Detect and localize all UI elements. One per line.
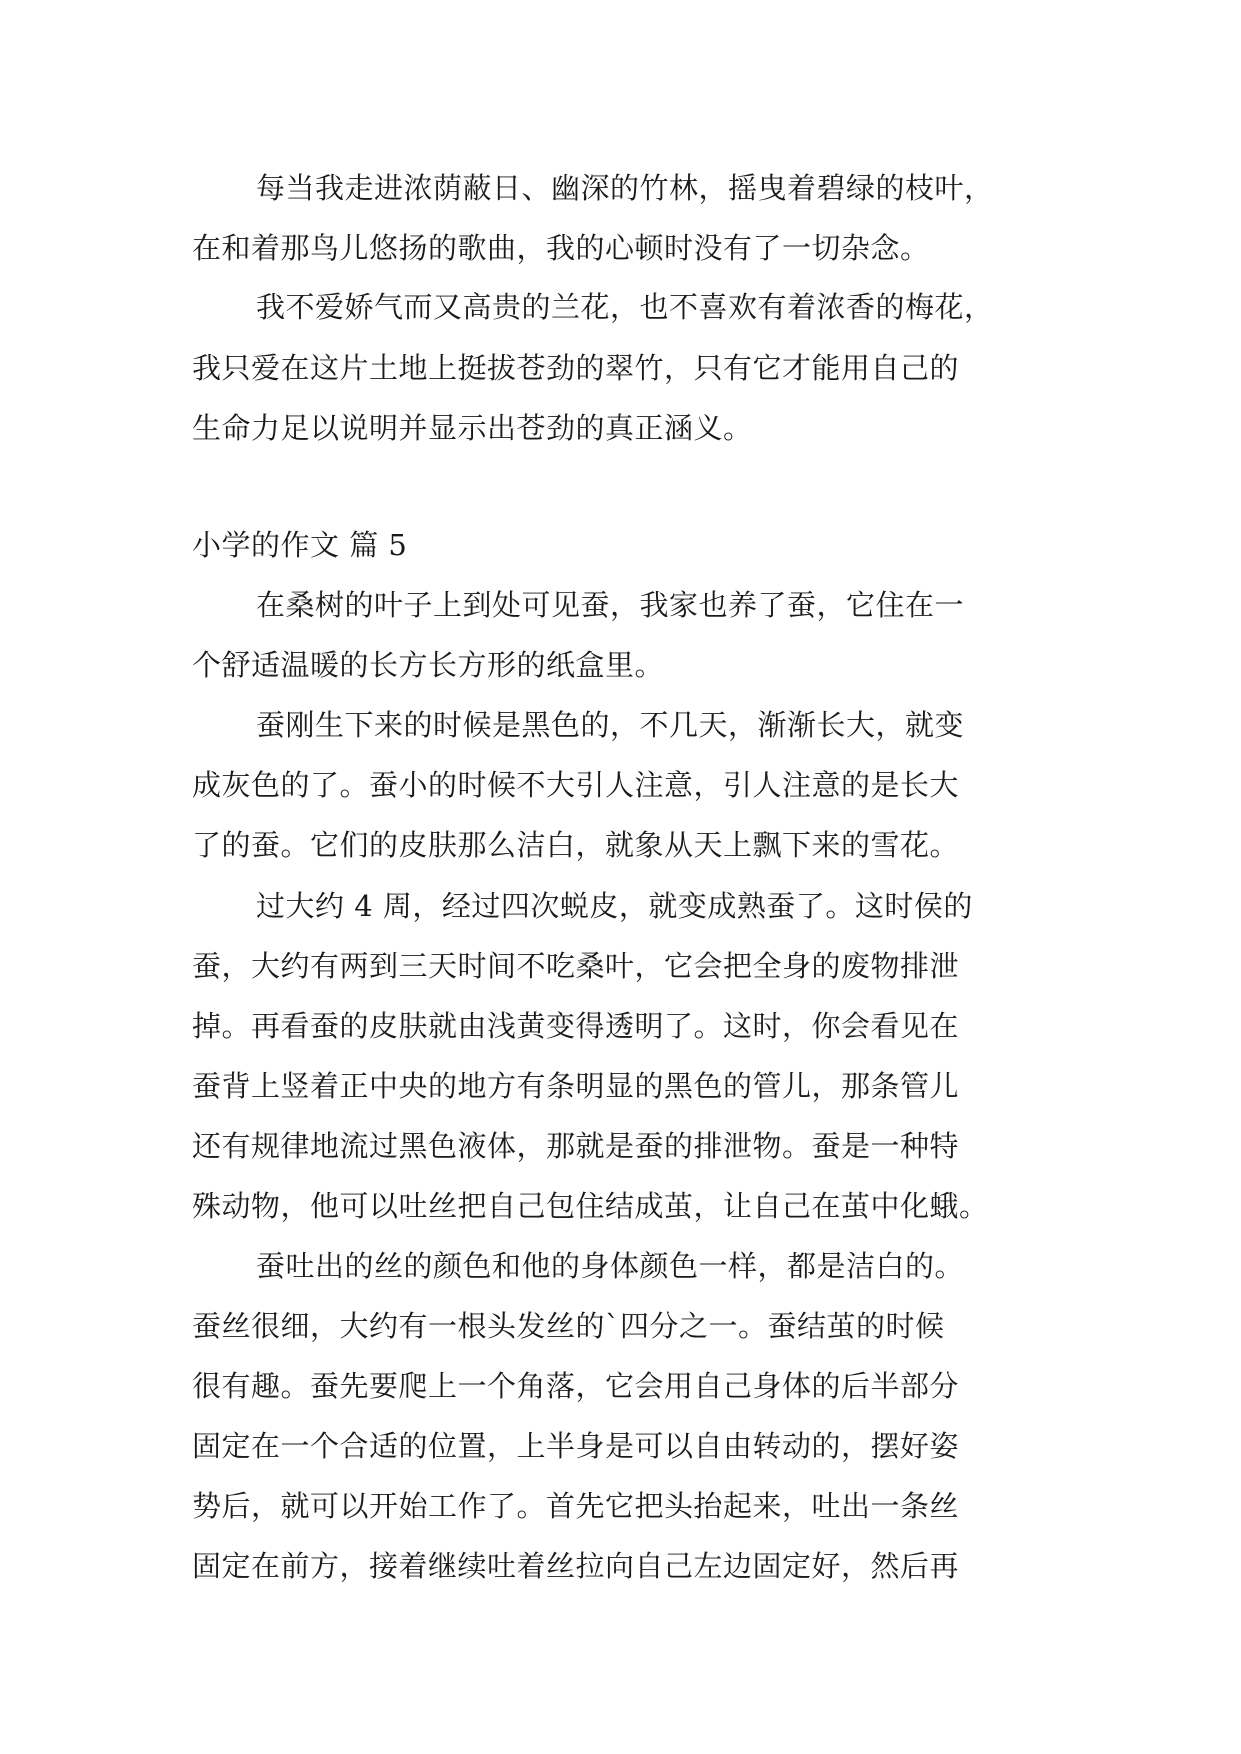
paragraph-line: 个舒适温暖的长方长方形的纸盒里。 (192, 648, 665, 682)
paragraph-line: 我不爱娇气而又高贵的兰花，也不喜欢有着浓香的梅花， (256, 290, 994, 324)
paragraph-line: 了的蚕。它们的皮肤那么洁白，就象从天上飘下来的雪花。 (192, 828, 960, 862)
paragraph-line: 势后，就可以开始工作了。首先它把头抬起来，吐出一条丝 (192, 1489, 960, 1523)
paragraph-line: 每当我走进浓荫蔽日、幽深的竹林，摇曳着碧绿的枝叶， (256, 171, 994, 205)
paragraph-line: 在和着那鸟儿悠扬的歌曲，我的心顿时没有了一切杂念。 (192, 231, 930, 265)
paragraph-line: 还有规律地流过黑色液体，那就是蚕的排泄物。蚕是一种特 (192, 1129, 960, 1163)
paragraph-line: 生命力足以说明并显示出苍劲的真正涵义。 (192, 411, 753, 445)
paragraph-line: 过大约 4 周，经过四次蜕皮，就变成熟蚕了。这时侯的 (256, 889, 973, 923)
paragraph-line: 殊动物，他可以吐丝把自己包住结成茧，让自己在茧中化蛾。 (192, 1189, 989, 1223)
paragraph-line: 成灰色的了。蚕小的时候不大引人注意，引人注意的是长大 (192, 768, 960, 802)
paragraph-line: 我只爱在这片土地上挺拔苍劲的翠竹，只有它才能用自己的 (192, 351, 960, 385)
paragraph-line: 蚕刚生下来的时候是黑色的，不几天，渐渐长大，就变 (256, 708, 965, 742)
paragraph-line: 固定在前方，接着继续吐着丝拉向自己左边固定好，然后再 (192, 1549, 960, 1583)
paragraph-line: 蚕丝很细，大约有一根头发丝的`四分之一。蚕结茧的时候 (192, 1309, 945, 1343)
paragraph-line: 蚕，大约有两到三天时间不吃桑叶，它会把全身的废物排泄 (192, 949, 960, 983)
paragraph-line: 很有趣。蚕先要爬上一个角落，它会用自己身体的后半部分 (192, 1369, 960, 1403)
paragraph-line: 蚕背上竖着正中央的地方有条明显的黑色的管儿，那条管儿 (192, 1069, 960, 1103)
paragraph-line: 蚕吐出的丝的颜色和他的身体颜色一样，都是洁白的。 (256, 1249, 965, 1283)
section-heading: 小学的作文 篇 5 (192, 528, 408, 562)
paragraph-line: 掉。再看蚕的皮肤就由浅黄变得透明了。这时，你会看见在 (192, 1009, 960, 1043)
paragraph-line: 固定在一个合适的位置，上半身是可以自由转动的，摆好姿 (192, 1429, 960, 1463)
paragraph-line: 在桑树的叶子上到处可见蚕，我家也养了蚕，它住在一 (256, 588, 965, 622)
